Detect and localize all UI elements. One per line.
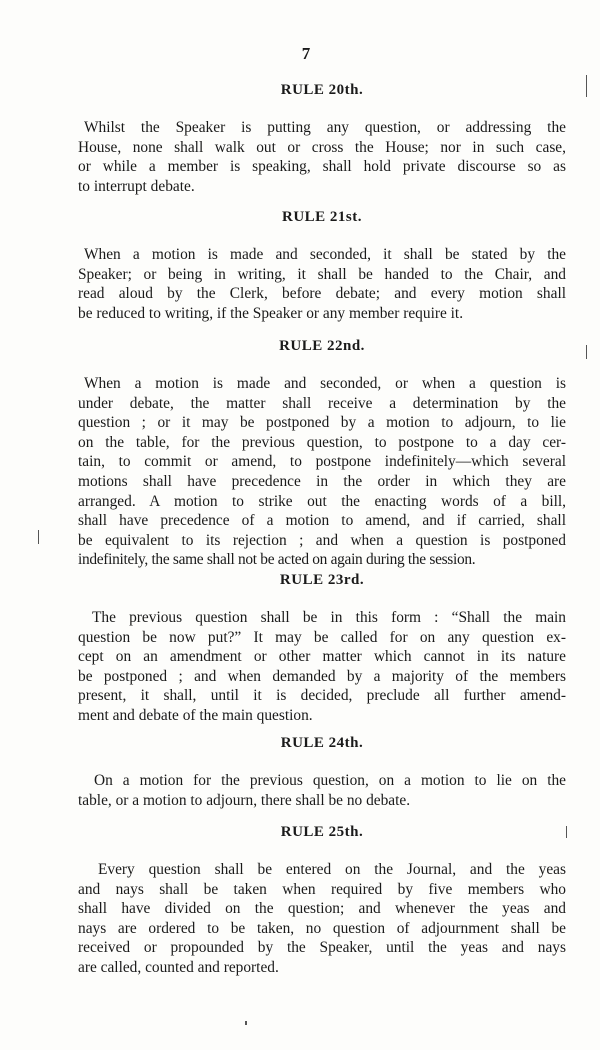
text-line: received or propounded by the Speaker, until the yeas and nays <box>78 939 566 957</box>
text-line: to interrupt debate. <box>78 177 195 195</box>
scan-mark <box>586 345 587 359</box>
rule-body <box>78 374 566 570</box>
text-line: or while a member is speaking, shall hold private discourse so as <box>78 158 566 176</box>
text-line: cept on an amendment or other matter which cannot in its nature <box>78 648 566 666</box>
rule-21 <box>78 207 566 323</box>
rule-25 <box>78 822 566 978</box>
rule-23 <box>78 570 566 726</box>
text-line: tain, to commit or amend, to postpone indefinitely—which several <box>78 453 566 471</box>
text-line: When a motion is made and seconded, it shall be stated by the <box>84 246 566 263</box>
rule-heading: RULE 21st. <box>281 209 362 225</box>
rule-heading: RULE 25th. <box>280 824 364 840</box>
text-line: be equivalent to its rejection ; and when a question is postponed <box>78 531 566 549</box>
text-line: Every question shall be entered on the Journal, and the yeas <box>98 861 566 878</box>
rule-24 <box>78 733 566 810</box>
scan-mark <box>38 530 39 544</box>
page-number: 7 <box>301 44 311 63</box>
text-line: on the table, for the previous question, to postpone to a day cer- <box>78 433 566 451</box>
scan-mark <box>245 1021 247 1025</box>
text-line: Whilst the Speaker is putting any question, or addressing the <box>84 119 566 136</box>
text-line: ment and debate of the main question. <box>78 706 313 724</box>
text-line: shall have divided on the question; and whenever the yeas and <box>78 900 566 918</box>
text-line: When a motion is made and seconded, or when a question is <box>84 375 566 392</box>
scan-mark <box>566 826 567 838</box>
text-line: On a motion for the previous question, on a motion to lie on the <box>94 772 566 789</box>
text-line: read aloud by the Clerk, before debate; and every motion shall <box>78 285 566 303</box>
text-line: under debate, the matter shall receive a determination by the <box>78 394 566 412</box>
text-line: nays are ordered to be taken, no question of adjournment shall be <box>78 919 566 937</box>
rule-heading: RULE 22nd. <box>279 338 365 354</box>
rule-body <box>78 118 566 196</box>
rule-heading: RULE 24th. <box>280 735 364 751</box>
text-line: indefinitely, the same shall not be acted on again during the session. <box>78 551 476 569</box>
text-line: question ; or it may be postponed by a motion to adjourn, to lie <box>78 414 566 432</box>
rule-body <box>78 245 566 323</box>
text-line: arranged. A motion to strike out the enacting words of a bill, <box>78 492 566 510</box>
text-line: be postponed ; and when demanded by a majority of the members <box>78 667 566 685</box>
rule-heading: RULE 20th. <box>280 82 364 98</box>
text-line: question be now put?” It may be called for on any question ex- <box>78 628 566 646</box>
text-line: The previous question shall be in this form : “Shall the main <box>92 609 566 626</box>
rule-body <box>78 608 566 726</box>
text-line: House, none shall walk out or cross the House; nor in such case, <box>78 138 566 156</box>
rule-20 <box>78 80 566 196</box>
rule-body <box>78 860 566 978</box>
text-line: motions shall have precedence in the order in which they are <box>78 472 566 490</box>
rule-22 <box>78 336 566 570</box>
scan-mark <box>586 75 587 97</box>
text-line: shall have precedence of a motion to amend, and if carried, shall <box>78 512 566 530</box>
text-line: are called, counted and reported. <box>78 958 279 976</box>
text-line: be reduced to writing, if the Speaker or any member require it. <box>78 304 464 322</box>
text-line: present, it shall, until it is decided, preclude all further amend- <box>78 687 566 705</box>
text-line: table, or a motion to adjourn, there shall be no debate. <box>78 791 411 809</box>
rule-body <box>78 771 566 810</box>
text-line: and nays shall be taken when required by five members who <box>78 880 566 898</box>
text-line: Speaker; or being in writing, it shall be handed to the Chair, and <box>78 265 566 283</box>
rule-heading: RULE 23rd. <box>279 572 365 588</box>
